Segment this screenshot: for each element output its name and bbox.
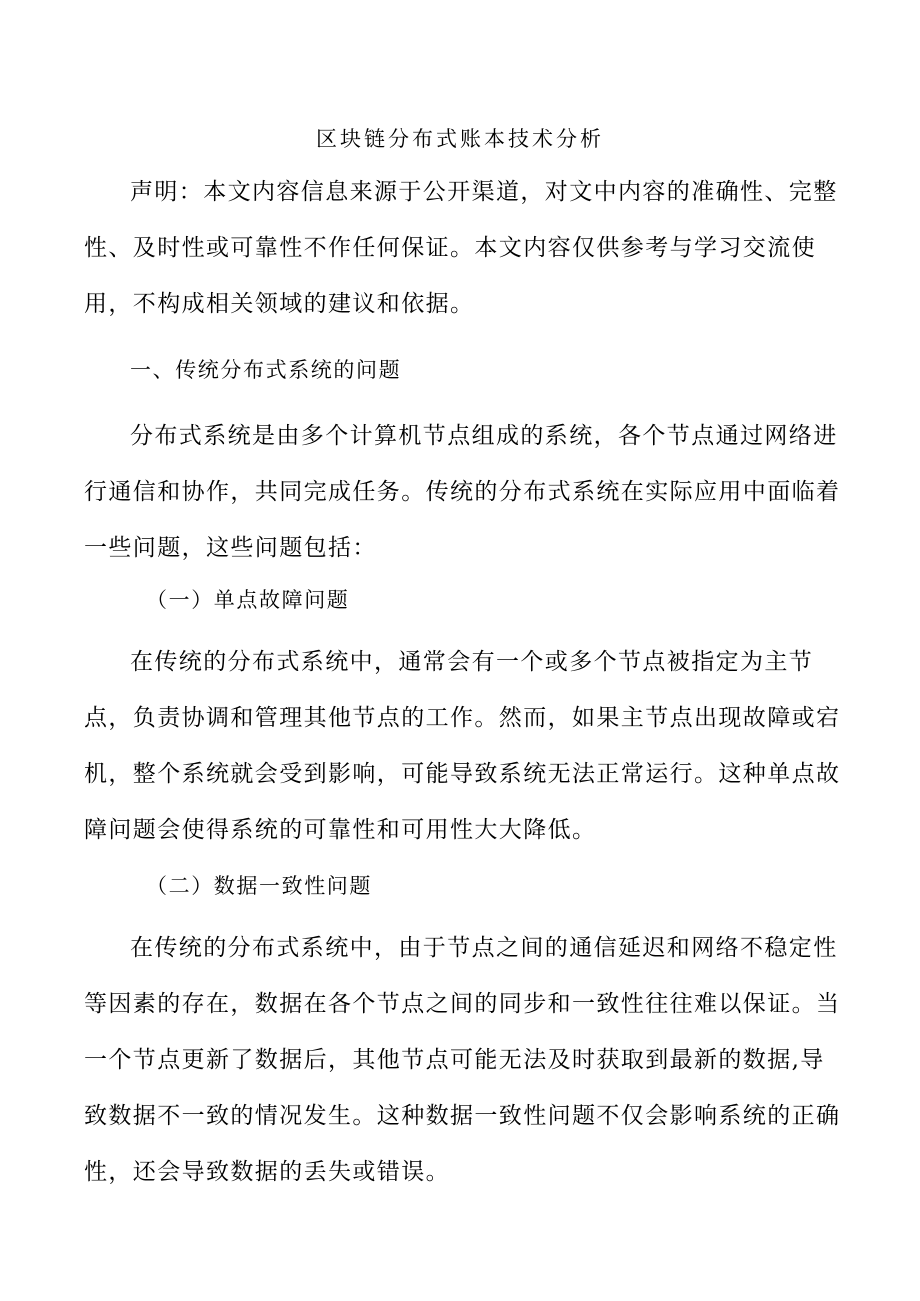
subsection-body-2: 在传统的分布式系统中，由于节点之间的通信延迟和网络不稳定性等因素的存在，数据在各个节点之间的同步和一致性往往难以保证。当一个节点更新了数据后，其他节点可能无法及时获取到最新的数据,导致数据不一致的情况发生。这种数据一致性问题不仅会影响系统的正确性，还会导致数据的丢失或错误。 [84, 935, 841, 1185]
document-title: 区块链分布式账本技术分析 [316, 127, 604, 151]
section-heading-1: 一、传统分布式系统的问题 [130, 358, 402, 382]
subsection-heading-1: （一）单点故障问题 [146, 588, 350, 612]
subsection-body-1: 在传统的分布式系统中，通常会有一个或多个节点被指定为主节点，负责协调和管理其他节点的工作。然而，如果主节点出现故障或宕机，整个系统就会受到影响，可能导致系统无法正常运行。这种单点故障问题会使得系统的可靠性和可用性大大降低。 [84, 649, 841, 843]
subsection-heading-2: （二）数据一致性问题 [146, 874, 372, 898]
disclaimer-paragraph: 声明：本文内容信息来源于公开渠道，对文中内容的准确性、完整性、及时性或可靠性不作任何保证。本文内容仅供参考与学习交流使用，不构成相关领域的建议和依据。 [84, 179, 838, 317]
section-intro-paragraph: 分布式系统是由多个计算机节点组成的系统，各个节点通过网络进行通信和协作，共同完成任务。传统的分布式系统在实际应用中面临着一些问题，这些问题包括： [84, 423, 841, 561]
